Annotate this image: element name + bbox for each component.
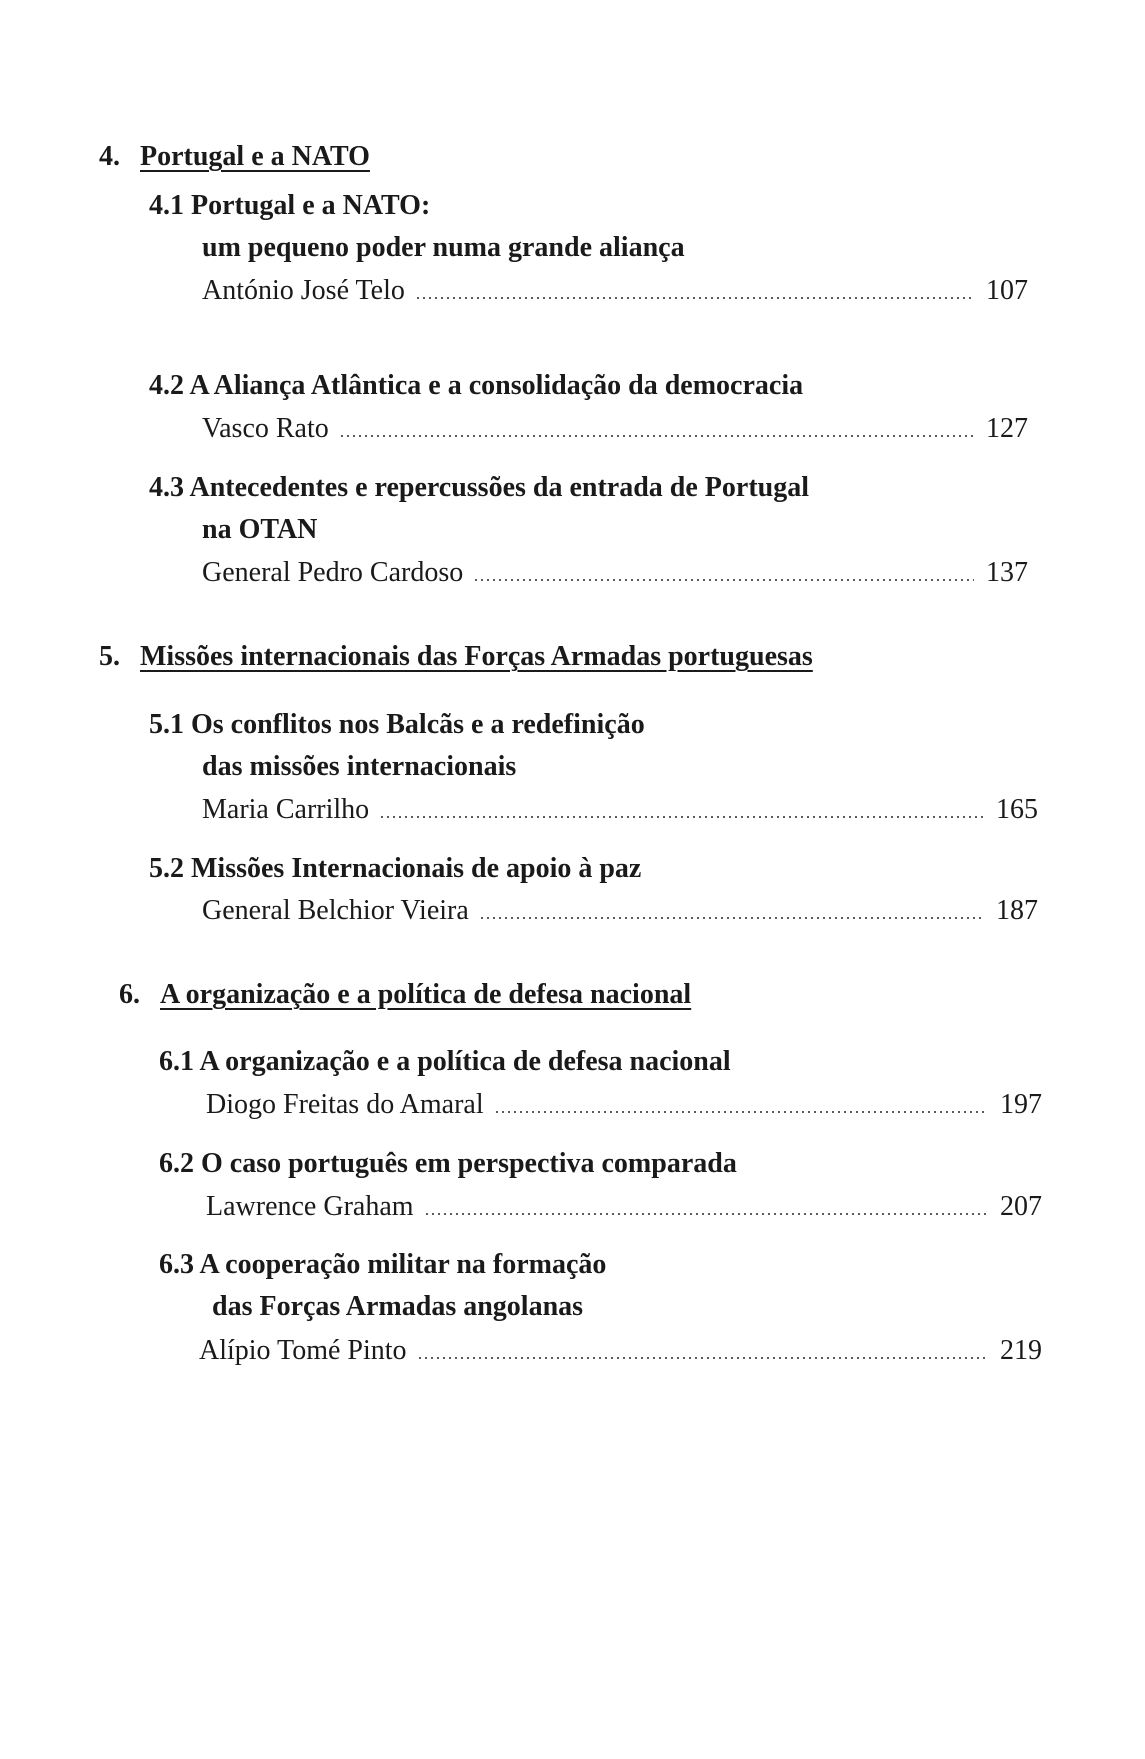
entry-author: António José Telo bbox=[202, 275, 405, 306]
author-row-4-1 bbox=[202, 270, 1028, 312]
entry-number: 5.2 bbox=[149, 853, 184, 884]
toc-entry-4-1[interactable] bbox=[149, 185, 685, 269]
entry-author: Lawrence Graham bbox=[206, 1191, 414, 1222]
toc-entry-6-1[interactable] bbox=[159, 1041, 731, 1083]
entry-title bbox=[159, 1244, 606, 1328]
entry-title bbox=[159, 1143, 737, 1185]
entry-title-line: um pequeno poder numa grande aliança bbox=[202, 232, 685, 263]
entry-number: 6.3 bbox=[159, 1249, 194, 1280]
toc-entry-5-2[interactable] bbox=[149, 848, 641, 890]
entry-page-number: 107 bbox=[986, 275, 1028, 306]
toc-entry-4-2[interactable] bbox=[149, 365, 803, 407]
author-row-5-1 bbox=[202, 789, 1038, 831]
entry-title-line: A cooperação militar na formação bbox=[199, 1249, 607, 1280]
toc-entry-5-1[interactable] bbox=[149, 704, 645, 788]
entry-page-number: 187 bbox=[996, 895, 1038, 926]
entry-author: General Pedro Cardoso bbox=[202, 557, 464, 588]
author-row-5-2 bbox=[202, 890, 1038, 932]
entry-title bbox=[149, 467, 809, 551]
dot-leader bbox=[339, 435, 974, 437]
dot-leader bbox=[379, 816, 984, 818]
entry-title-line: na OTAN bbox=[202, 514, 318, 545]
entry-title bbox=[149, 848, 641, 890]
entry-title bbox=[149, 704, 645, 788]
entry-title-line: Portugal e a NATO: bbox=[191, 190, 431, 221]
entry-author: Alípio Tomé Pinto bbox=[199, 1335, 407, 1366]
entry-page-number: 127 bbox=[986, 413, 1028, 444]
section-title[interactable]: Missões internacionais das Forças Armadas portuguesas bbox=[140, 641, 813, 672]
entry-title bbox=[149, 185, 685, 269]
entry-title bbox=[149, 365, 803, 407]
entry-page-number: 219 bbox=[1000, 1335, 1042, 1366]
entry-number: 4.1 bbox=[149, 190, 184, 221]
entry-author: General Belchior Vieira bbox=[202, 895, 469, 926]
dot-leader bbox=[479, 917, 984, 919]
entry-title bbox=[159, 1041, 731, 1083]
author-row-4-3 bbox=[202, 552, 1028, 594]
section-number: 4. bbox=[99, 141, 120, 172]
dot-leader bbox=[424, 1213, 988, 1215]
author-row-4-2 bbox=[202, 408, 1028, 450]
entry-author: Vasco Rato bbox=[202, 413, 329, 444]
entry-page-number: 197 bbox=[1000, 1089, 1042, 1120]
toc-entry-4-3[interactable] bbox=[149, 467, 809, 551]
entry-title-line: Antecedentes e repercussões da entrada de Portugal bbox=[189, 472, 810, 503]
entry-number: 5.1 bbox=[149, 709, 184, 740]
entry-number: 4.3 bbox=[149, 472, 184, 503]
entry-number: 4.2 bbox=[149, 370, 184, 401]
entry-title-line: Os conflitos nos Balcãs e a redefinição bbox=[191, 709, 645, 740]
dot-leader bbox=[473, 579, 974, 581]
entry-title-line: Missões Internacionais de apoio à paz bbox=[191, 853, 642, 884]
entry-page-number: 137 bbox=[986, 557, 1028, 588]
section-title[interactable]: Portugal e a NATO bbox=[140, 141, 370, 172]
author-row-6-3 bbox=[199, 1330, 1042, 1372]
dot-leader bbox=[415, 297, 974, 299]
entry-title-line: das Forças Armadas angolanas bbox=[212, 1291, 584, 1322]
author-row-6-1 bbox=[206, 1084, 1042, 1126]
section-number: 5. bbox=[99, 641, 120, 672]
toc-entry-6-2[interactable] bbox=[159, 1143, 737, 1185]
section-number: 6. bbox=[119, 979, 140, 1010]
entry-page-number: 165 bbox=[996, 794, 1038, 825]
author-row-6-2 bbox=[206, 1186, 1042, 1228]
entry-title-line: A Aliança Atlântica e a consolidação da democracia bbox=[189, 370, 804, 401]
entry-page-number: 207 bbox=[1000, 1191, 1042, 1222]
section-title[interactable]: A organização e a política de defesa nacional bbox=[160, 979, 692, 1010]
entry-title-line: O caso português em perspectiva comparada bbox=[201, 1148, 737, 1179]
dot-leader bbox=[417, 1357, 988, 1359]
dot-leader bbox=[494, 1111, 988, 1113]
entry-author: Maria Carrilho bbox=[202, 794, 370, 825]
entry-author: Diogo Freitas do Amaral bbox=[206, 1089, 484, 1120]
entry-number: 6.1 bbox=[159, 1046, 194, 1077]
entry-number: 6.2 bbox=[159, 1148, 194, 1179]
entry-title-line: das missões internacionais bbox=[202, 751, 517, 782]
toc-entry-6-3[interactable] bbox=[159, 1244, 606, 1328]
entry-title-line: A organização e a política de defesa nacional bbox=[199, 1046, 731, 1077]
